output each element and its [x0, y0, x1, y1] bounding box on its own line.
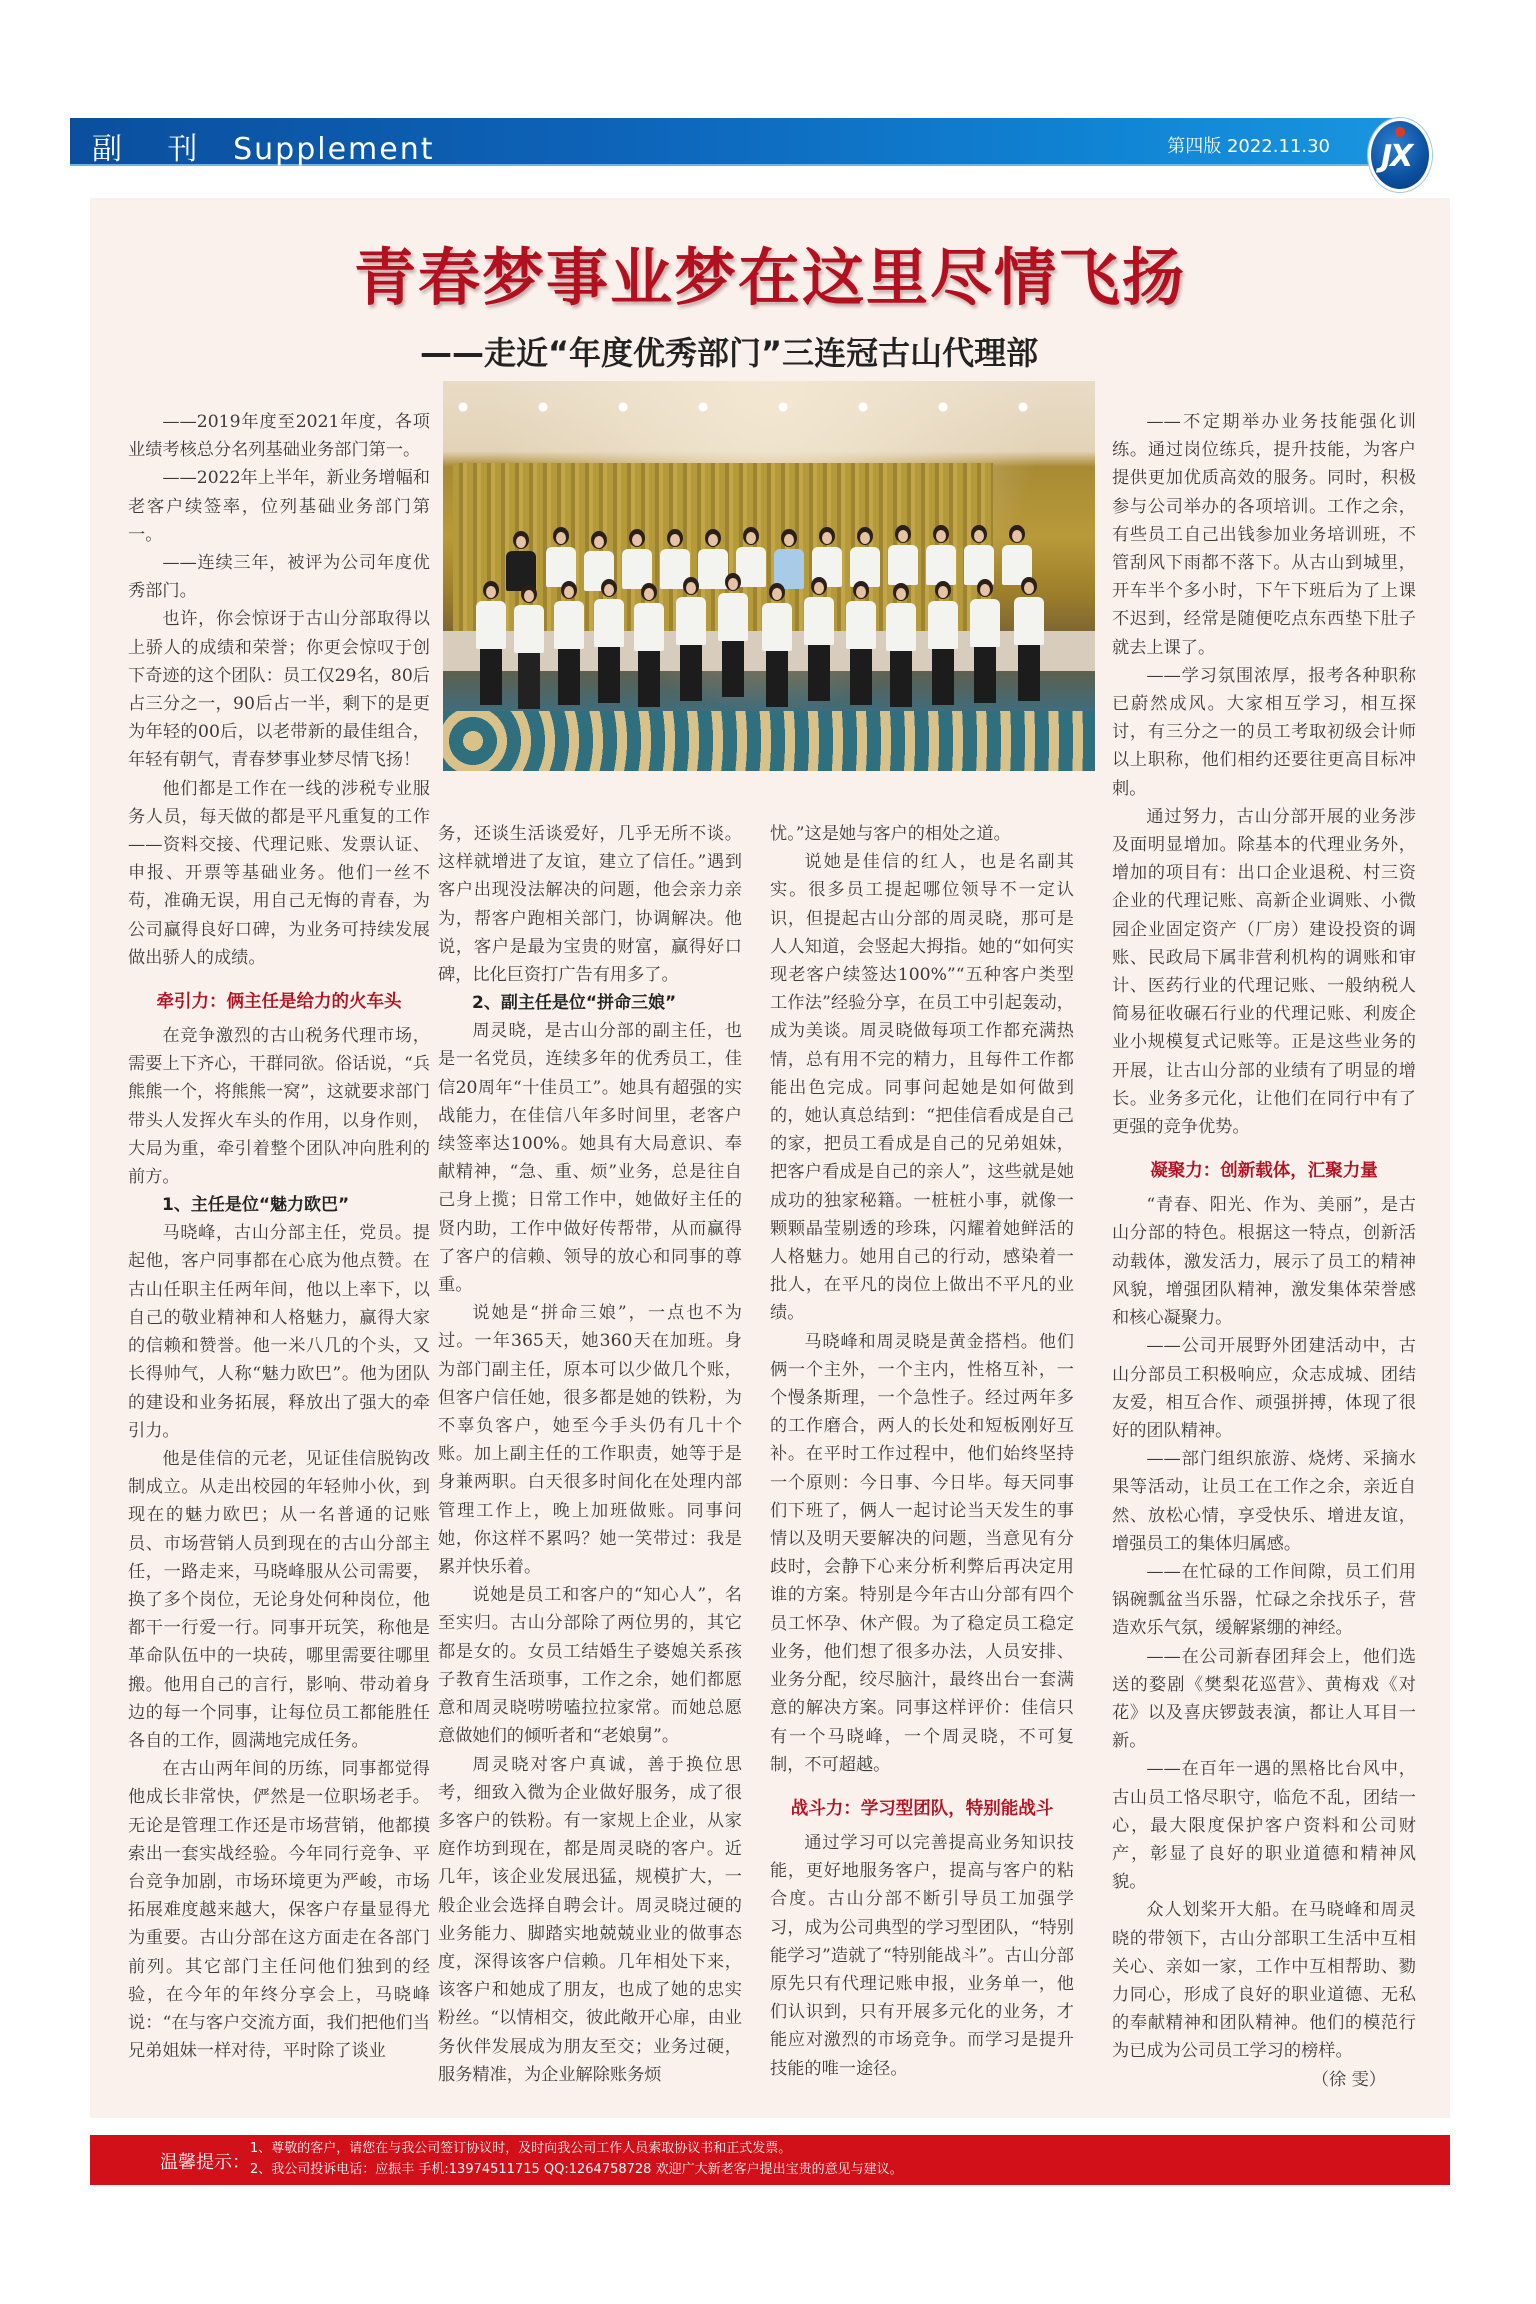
paragraph: 周灵晓对客户真诚，善于换位思考，细致入微为企业做好服务，成了很多客户的铁粉。有一家规上企业，从家庭作坊到现在，都是周灵晓的客户。近几年，该企业发展迅猛，规模扩大，一般企业会选择自聘会计。周灵晓过硬的业务能力、脚踏实地兢兢业业的做事态度，深得该客户信赖。几年相处下来，该客户和她成了朋友，也成了她的忠实粉丝。“以情相交，彼此敞开心扉，由业务伙伴发展成为朋友至交；业务过硬，服务精准，为企业解除账务烦 — [438, 1754, 742, 2085]
edition-info — [1167, 132, 1330, 158]
person-figure — [999, 525, 1035, 585]
company-logo-icon — [1368, 118, 1432, 192]
section-title-zh: 副 刊 — [92, 132, 216, 167]
article-column-2 — [438, 820, 742, 2089]
paragraph: 说她是“拼命三娘”，一点也不为过。一年365天，她360天在加班。身为部门副主任，原本可以少做几个账，但客户信任她，很多都是她的铁粉，为不辜负客户，她至今手头仍有几十个账。加上副主任的工作职责，她等于是身兼两职。白天很多时间化在处理内部管理工作上，晚上加班做账。同事问她，你这样不累吗？她一笑带过：我是累并快乐着。 — [438, 1303, 742, 1578]
notice-line-1: 1、尊敬的客户，请您在与我公司签订协议时，及时向我公司工作人员索取协议书和正式发票。 — [250, 2141, 792, 2156]
paragraph: 也许，你会惊讶于古山分部取得以上骄人的成绩和荣誉；你更会惊叹于创下奇迹的这个团队：员工仅29名，80后占三分之一，90后占一半，剩下的是更为年轻的00后，以老带新的最佳组合，年轻有朝气，青春梦事业梦尽情飞扬！ — [128, 609, 430, 771]
paragraph: ——2022年上半年，新业务增幅和老客户续签率，位列基础业务部门第一。 — [128, 468, 430, 545]
paragraph: 忧。”这是她与客户的相处之道。 — [770, 824, 1011, 844]
article-title: 青春梦事业梦在这里尽情飞扬 — [353, 241, 1186, 314]
paragraph: “青春、阳光、作为、美丽”，是古山分部的特色。根据这一特点，创新活动载体，激发活力，展示了员工的精神风貌，增强团队精神，激发集体荣誉感和核心凝聚力。 — [1112, 1195, 1416, 1329]
person-figure — [967, 579, 1003, 703]
paragraph: ——2019年度至2021年度，各项业绩考核总分名列基础业务部门第一。 — [128, 412, 430, 461]
subheading-director: 1、主任是位“魅力欧巴” — [162, 1195, 350, 1216]
people-group — [463, 531, 1083, 721]
paragraph: ——在忙碌的工作间隙，员工们用锅碗瓢盆当乐器，忙碌之余找乐子，营造欢乐气氛，缓解紧绷的神经。 — [1112, 1561, 1416, 1639]
logo-dot-icon — [1395, 127, 1405, 137]
person-figure — [473, 581, 509, 705]
section-heading-cohesion: 凝聚力：创新载体，汇聚力量 — [1150, 1161, 1378, 1182]
article-page — [90, 198, 1450, 2118]
paragraph: 众人划桨开大船。在马晓峰和周灵晓的带领下，古山分部职工生活中互相关心、亲如一家，工作中互相帮助、勠力同心，形成了良好的职业道德、无私的奉献精神和团队精神。他们的模范行为已成为公司员工学习的榜样。 — [1112, 1900, 1416, 2062]
notice-line-2: 2、我公司投诉电话：应振丰 手机:13974511715 QQ:1264758728 欢迎广大新老客户提出宝贵的意见与建议。 — [250, 2162, 903, 2177]
paragraph: ——在百年一遇的黑格比台风中，古山员工恪尽职守，临危不乱，团结一心，最大限度保护客户资料和公司财产，彰显了良好的职业道德和精神风貌。 — [1112, 1759, 1416, 1893]
ceiling-lights — [443, 389, 1095, 429]
issue-date: 2022.11.30 — [1226, 136, 1330, 157]
paragraph: 在竞争激烈的古山税务代理市场，需要上下齐心，干群同欲。俗话说，“兵熊熊一个，将熊熊一窝”，这就要求部门带头人发挥火车头的作用，以身作则，大局为重，牵引着整个团队冲向胜利的前方。 — [128, 1026, 430, 1188]
person-figure — [1011, 577, 1047, 701]
person-figure — [883, 583, 919, 707]
paragraph: 说她是佳信的红人，也是名副其实。很多员工提起哪位领导不一定认识，但提起古山分部的周灵晓，那可是人人知道，会竖起大拇指。她的“如何实现老客户续签达100%”“五种客户类型工作法”经验分享，在员工中引起轰动，成为美谈。周灵晓做每项工作都充满热情，总有用不完的精力，且每件工作都能出色完成。同事问起她是如何做到的，她认真总结到：“把佳信看成是自己的家，把员工看成是自己的兄弟姐妹，把客户看成是自己的亲人”，这些就是她成功的独家秘籍。一桩桩小事，就像一颗颗晶莹剔透的珍珠，闪耀着她鲜活的人格魅力。她用自己的行动，感染着一批人，在平凡的岗位上做出不平凡的业绩。 — [770, 852, 1074, 1324]
notice-footer — [90, 2135, 1450, 2185]
author-byline: （徐 雯） — [1311, 2069, 1386, 2090]
person-figure — [715, 573, 751, 697]
person-figure — [543, 527, 579, 587]
subheading-deputy-director: 2、副主任是位“拼命三娘” — [472, 993, 677, 1014]
person-figure — [673, 577, 709, 701]
person-figure — [551, 581, 587, 705]
article-column-4 — [1112, 408, 1416, 2094]
paragraph: ——连续三年，被评为公司年度优秀部门。 — [128, 553, 430, 602]
notice-label: 温馨提示： — [160, 2152, 250, 2173]
paragraph: 马晓峰和周灵晓是黄金搭档。他们俩一个主外，一个主内，性格互补，一个慢条斯理，一个急性子。经过两年多的工作磨合，两人的长处和短板刚好互补。在平时工作过程中，他们始终坚持一个原则：今日事、今日毕。每天同事们下班了，俩人一起讨论当天发生的事情以及明天要解决的问题，当意见有分歧时，会静下心来分析利弊后再决定用谁的方案。特别是今年古山分部有四个员工怀孕、休产假。为了稳定员工稳定业务，他们想了很多办法，人员安排、业务分配，绞尽脑汁，最终出台一套满意的解决方案。同事这样评价：佳信只有一个马晓峰，一个周灵晓，不可复制，不可超越。 — [770, 1331, 1074, 1775]
person-figure — [511, 585, 547, 709]
edition-number: 第四版 — [1167, 136, 1222, 157]
section-heading-combat: 战斗力：学习型团队，特别能战斗 — [790, 1798, 1054, 1819]
paragraph: ——学习氛围浓厚，报考各种职称已蔚然成风。大家相互学习，相互探讨，有三分之一的员工考取初级会计师以上职称，他们相约还要往更高目标冲刺。 — [1112, 665, 1416, 799]
paragraph: ——部门组织旅游、烧烤、采摘水果等活动，让员工在工作之余，亲近自然、放松心情，享受快乐、增进友谊，增强员工的集体归属感。 — [1112, 1449, 1416, 1554]
paragraph: 周灵晓，是古山分部的副主任，也是一名党员，连续多年的优秀员工，佳信20周年“十佳员工”。她具有超强的实战能力，在佳信八年多时间里，老客户续签率达100%。她具有大局意识、奉献精神，“急、重、烦”业务，总是往自己身上揽；日常工作中，她做好主任的贤内助，工作中做好传帮带，从而赢得了客户的信赖、领导的放心和同事的尊重。 — [438, 1021, 742, 1296]
paragraph: 说她是员工和客户的“知心人”，名至实归。古山分部除了两位男的，其它都是女的。女员工结婚生子婆媳关系孩子教育生活琐事，工作之余，她们都愿意和周灵晓唠唠嗑拉拉家常。而她总愿意做她们的倾听者和“老娘舅”。 — [438, 1585, 742, 1747]
person-figure — [961, 525, 997, 585]
paragraph: ——公司开展野外团建活动中，古山分部员工积极响应，众志成城、团结友爱，相互合作、顽强拼搏，体现了很好的团队精神。 — [1112, 1336, 1416, 1441]
person-figure — [591, 579, 627, 703]
person-figure — [759, 583, 795, 707]
person-figure — [843, 581, 879, 705]
person-figure — [925, 581, 961, 705]
logo-glyph: JX — [1381, 139, 1412, 174]
section-heading-traction: 牵引力：俩主任是给力的火车头 — [156, 992, 402, 1013]
person-figure — [847, 527, 883, 587]
paragraph: 务，还谈生活谈爱好，几乎无所不谈。这样就增进了友谊，建立了信任。”遇到客户出现没法解决的问题，他会亲力亲为，帮客户跑相关部门，协调解决。他说，客户是最为宝贵的财富，赢得好口碑，比化巨资打广告有用多了。 — [438, 824, 742, 986]
section-title — [92, 124, 435, 168]
person-figure — [801, 577, 837, 701]
article-column-3 — [770, 820, 1074, 2083]
article-column-1 — [128, 408, 430, 2065]
paragraph: 在古山两年间的历练，同事都觉得他成长非常快，俨然是一位职场老手。无论是管理工作还是市场营销，他都摸索出一套实战经验。今年同行竞争、平台竞争加剧，市场环境更为严峻，市场拓展难度越来越大，保客户存量显得尤为重要。古山分部在这方面走在各部门前列。其它部门主任问他们独到的经验，在今年的年终分享会上，马晓峰说：“在与客户交流方面，我们把他们当兄弟姐妹一样对待，平时除了谈业 — [128, 1759, 430, 2062]
section-title-en: Supplement — [233, 132, 435, 167]
person-figure — [631, 583, 667, 707]
person-figure — [885, 525, 921, 585]
paragraph: ——在公司新春团拜会上，他们选送的婺剧《樊梨花巡营》、黄梅戏《对花》以及喜庆锣鼓表演，都让人耳目一新。 — [1112, 1646, 1416, 1752]
paragraph: 他是佳信的元老，见证佳信脱钩改制成立。从走出校园的年轻帅小伙，到现在的魅力欧巴；从一名普通的记账员、市场营销人员到现在的古山分部主任，一路走来，马晓峰服从公司需要，换了多个岗位，无论身处何种岗位，他都干一行爱一行。同事开玩笑，称他是革命队伍中的一块砖，哪里需要往哪里搬。他用自己的言行，影响、带动着身边的每一个同事，让每位员工都能胜任各自的工作，圆满地完成任务。 — [128, 1448, 430, 1751]
article-subtitle: ——走近“年度优秀部门”三连冠古山代理部 — [420, 334, 1039, 372]
paragraph: 通过学习可以完善提高业务知识技能，更好地服务客户，提高与客户的粘合度。古山分部不断引导员工加强学习，成为公司典型的学习型团队，“特别能学习”造就了“特别能战斗”。古山分部原先只有代理记账申报，业务单一，他们认识到，只有开展多元化的业务，才能应对激烈的市场竞争。而学习是提升技能的唯一途径。 — [770, 1832, 1074, 2079]
team-group-photo — [443, 381, 1095, 771]
paragraph: ——不定期举办业务技能强化训练。通过岗位练兵，提升技能，为客户提供更加优质高效的服务。同时，积极参与公司举办的各项培训。工作之余，有些员工自己出钱参加业务培训班，不管刮风下雨都不落下。从古山到城里，开车半个多小时，下午下班后为了上课不迟到，经常是随便吃点东西垫下肚子就去上课了。 — [1112, 412, 1416, 658]
notice-lines — [250, 2138, 903, 2180]
masthead-bar — [70, 118, 1400, 166]
person-figure — [923, 525, 959, 585]
paragraph: 他们都是工作在一线的涉税专业服务人员，每天做的都是平凡重复的工作——资料交接、代理记账、发票认证、申报、开票等基础业务。他们一丝不苟，准确无误，用自己无悔的青春，为公司赢得良好口碑，为业务可持续发展做出骄人的成绩。 — [128, 778, 430, 968]
paragraph: 通过努力，古山分部开展的业务涉及面明显增加。除基本的代理业务外，增加的项目有：出口企业退税、村三资企业的代理记账、高新企业调账、小微园企业固定资产（厂房）建设投资的调账、民政局下属非营利机构的调账和审计、医药行业的代理记账、一般纳税人简易征收碾石行业的代理记账、利废企业小规模复式记账等。正是这些业务的开展，让古山分部的业绩有了明显的增长。业务多元化，让他们在同行中有了更强的竞争优势。 — [1112, 806, 1416, 1138]
paragraph: 马晓峰，古山分部主任，党员。提起他，客户同事都在心底为他点赞。在古山任职主任两年间，他以上率下，以自己的敬业精神和人格魅力，赢得大家的信赖和赞誉。他一米八几的个头，又长得帅气，人称“魅力欧巴”。他为团队的建设和业务拓展，释放出了强大的牵引力。 — [128, 1223, 430, 1441]
